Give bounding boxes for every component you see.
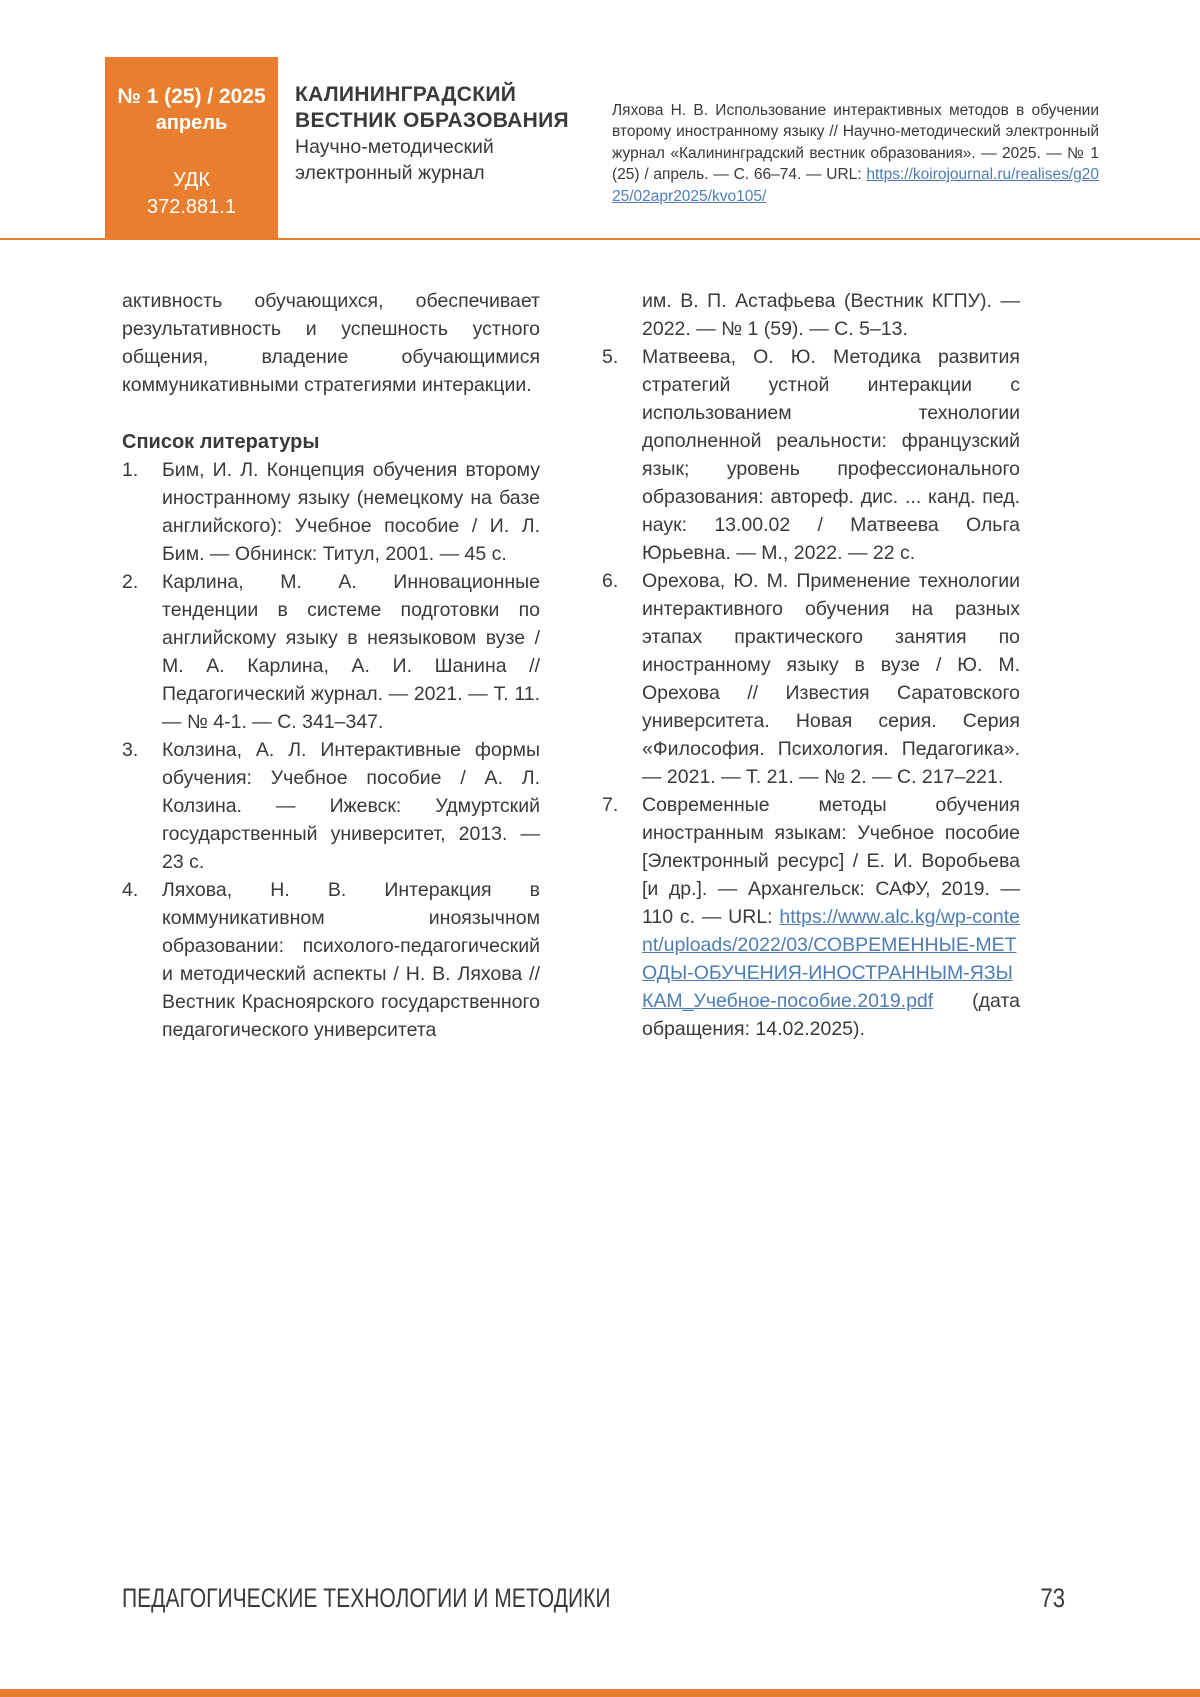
reference-text: Орехова, Ю. М. Применение технологии интерактивного обучения на разных этапах практического занятия по иностранному языку в вузе / Ю. М. Орехова // Известия Саратовского университета. Новая серия. Серия «Философия. Психология. Педагогика». — 2021. — Т. 21. — № 2. — С. 217–221. <box>642 570 1020 788</box>
journal-title-line1: КАЛИНИНГРАДСКИЙ <box>295 83 517 106</box>
udk-value: 372.881.1 <box>147 196 236 218</box>
issue-badge <box>105 57 278 240</box>
reference-number: 6. <box>602 570 619 592</box>
page-number: 73 <box>1040 1583 1065 1613</box>
reference-text: Современные методы обучения иностранным языкам: Учебное пособие [Электронный ресурс] / Е. И. Воробьева [и др.]. — Архангельск: САФУ, 2019. — 110 с. — URL: <box>642 794 1020 928</box>
reference-number: 3. <box>122 739 139 761</box>
reference-item-6 <box>602 567 1020 791</box>
reference-number: 4. <box>122 879 139 901</box>
citation-link[interactable]: https://koirojournal.ru/realises/g2025/02apr2025/kvo105/ <box>612 166 1099 205</box>
reference-text: Карлина, М. А. Инновационные тенденции в системе подготовки по английскому языку в неязыковом вузе / М. А. Карлина, А. И. Шанина // Педагогический журнал. — 2021. — Т. 11. — № 4-1. — С. 341–347. <box>162 571 540 733</box>
reference-item-2 <box>122 568 540 736</box>
udk-label: УДК <box>172 169 210 191</box>
references-heading: Список литературы <box>122 431 320 453</box>
references-list-left <box>122 456 540 1044</box>
footer-section-title: ПЕДАГОГИЧЕСКИЕ ТЕХНОЛОГИИ И МЕТОДИКИ <box>122 1583 611 1613</box>
reference-item-4 <box>122 876 540 1044</box>
reference-text: Колзина, А. Л. Интерактивные формы обучения: Учебное пособие / А. Л. Колзина. — Ижевск: Удмуртский государственный университет, 2013. — 23 с. <box>162 739 540 873</box>
header-divider <box>0 238 1200 240</box>
reference-number: 1. <box>122 459 139 481</box>
udk-block <box>105 167 278 221</box>
journal-subtitle-line1: Научно-методический <box>295 136 494 158</box>
journal-title-line2: ВЕСТНИК ОБРАЗОВАНИЯ <box>295 109 569 132</box>
reference-number: 7. <box>602 794 619 816</box>
article-citation <box>612 100 1099 208</box>
reference-item-3 <box>122 736 540 876</box>
bottom-accent-bar <box>0 1689 1200 1697</box>
reference-4-continuation: им. В. П. Астафьева (Вестник КГПУ). — 2022. — № 1 (59). — С. 5–13. <box>642 290 1020 340</box>
left-column <box>122 287 540 1044</box>
reference-number: 5. <box>602 346 619 368</box>
intro-paragraph: активность обучающихся, обеспечивает результативность и успешность устного общения, владение обучающимися коммуникативными стратегиями интеракции. <box>122 290 540 396</box>
reference-number: 2. <box>122 571 139 593</box>
reference-7-link[interactable]: https://www.alc.kg/wp-content/uploads/2022/03/СОВРЕМЕННЫЕ-МЕТОДЫ-ОБУЧЕНИЯ-ИНОСТРАННЫМ-ЯЗЫКАМ_Учебное-пособие.2019.pdf <box>642 906 1020 1012</box>
reference-text: Ляхова, Н. В. Интеракция в коммуникативном иноязычном образовании: психолого-педагогический и методический аспекты / Н. В. Ляхова // Вестник Красноярского государственного педагогического университета <box>162 879 540 1041</box>
journal-title <box>295 82 595 186</box>
reference-item-5 <box>602 343 1020 567</box>
right-column <box>602 287 1020 1043</box>
reference-text: Матвеева, О. Ю. Методика развития стратегий устной интеракции с использованием технологии дополненной реальности: французский язык; уровень профессионального образования: автореф. дис. ... канд. пед. наук: 13.00.02 / Матвеева Ольга Юрьевна. — М., 2022. — 22 с. <box>642 346 1020 564</box>
reference-item-7 <box>602 791 1020 1043</box>
reference-text: Бим, И. Л. Концепция обучения второму иностранному языку (немецкому на базе английского): Учебное пособие / И. Л. Бим. — Обнинск: Титул, 2001. — 45 с. <box>162 459 540 565</box>
reference-text-after-link: (дата обращения: 14.02.2025). <box>642 990 1020 1040</box>
journal-subtitle-line2: электронный журнал <box>295 162 485 184</box>
page-footer <box>122 1582 1065 1616</box>
issue-month: апрель <box>155 112 228 134</box>
issue-number: № 1 (25) / 2025 <box>117 85 266 108</box>
citation-text: Ляхова Н. В. Использование интерактивных методов в обучении второму иностранному языку // Научно-методический электронный журнал «Калининградский вестник образования». — 2025. — № 1 (25) / апрель. — С. 66–74. — URL: <box>612 101 1099 183</box>
reference-item-1 <box>122 456 540 568</box>
references-list-right <box>602 343 1020 1043</box>
